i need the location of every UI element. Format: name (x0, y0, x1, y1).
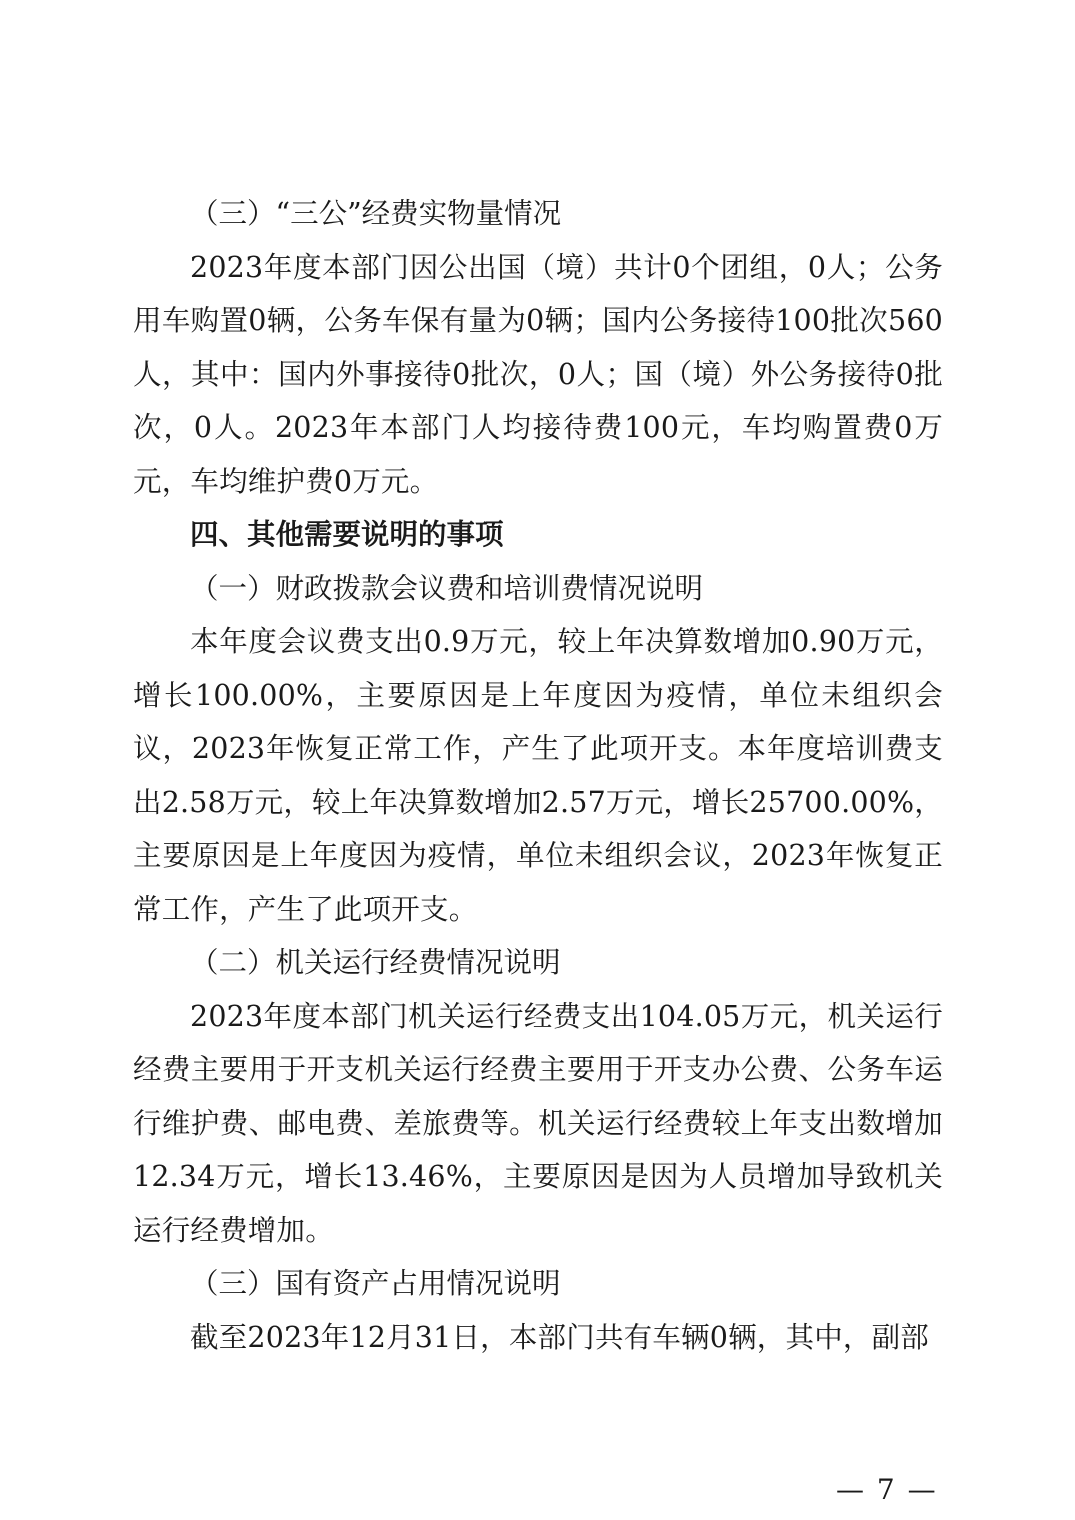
page-number: — 7 — (836, 1473, 938, 1506)
subheading-operating-expenses: （二）机关运行经费情况说明 (190, 946, 561, 979)
paragraph-meeting-training-fees: 本年度会议费支出0.9万元，较上年决算数增加0.90万元，增长100.00%，主要原因是上年度因为疫情，单位未组织会议，2023年恢复正常工作，产生了此项开支。本年度培训费支出2.58万元，较上年决算数增加2.57万元，增长25700.00%，主要原因是上年度因为疫情，单位未组织会议，2023年恢复正常工作，产生了此项开支。 (133, 625, 943, 926)
paragraph-state-assets: 截至2023年12月31日，本部门共有车辆0辆，其中，副部 (190, 1320, 929, 1354)
section-heading-three-public-quantity: （三）“三公”经费实物量情况 (190, 197, 562, 230)
paragraph-three-public-quantity: 2023年度本部门因公出国（境）共计0个团组，0人；公务用车购置0辆，公务车保有量为0辆；国内公务接待100批次560人，其中：国内外事接待0批次，0人；国（境）外公务接待0批次，0人。2023年本部门人均接待费100元，车均购置费0万元，车均维护费0万元。 (133, 250, 943, 498)
subheading-state-assets: （三）国有资产占用情况说明 (190, 1267, 561, 1300)
section-heading-other-matters: 四、其他需要说明的事项 (190, 518, 504, 551)
paragraph-operating-expenses: 2023年度本部门机关运行经费支出104.05万元，机关运行经费主要用于开支机关运行经费主要用于开支办公费、公务车运行维护费、邮电费、差旅费等。机关运行经费较上年支出数增加12.34万元，增长13.46%，主要原因是因为人员增加导致机关运行经费增加。 (133, 999, 943, 1247)
document-body (133, 187, 943, 1364)
subheading-meeting-training-fees: （一）财政拨款会议费和培训费情况说明 (190, 571, 704, 605)
